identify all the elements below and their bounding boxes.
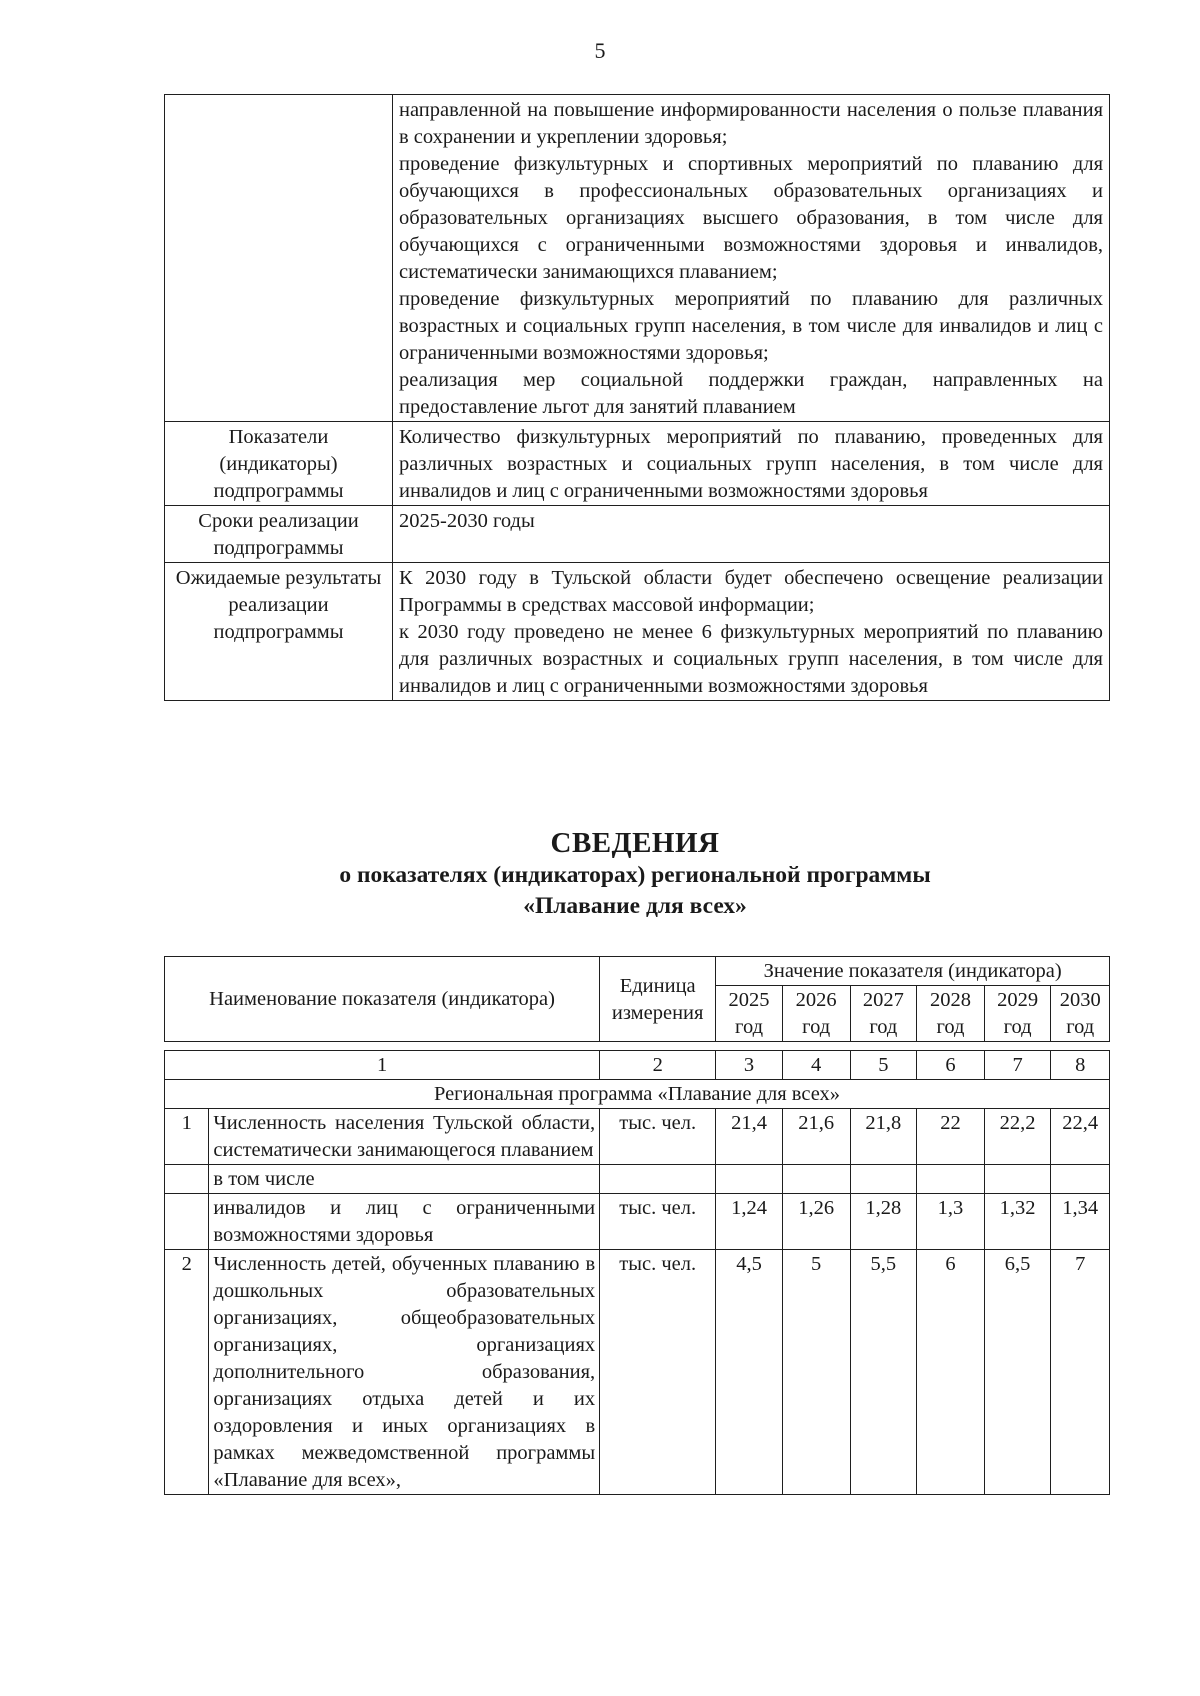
header-year: 2026 год [782, 986, 850, 1042]
column-number: 2 [600, 1051, 716, 1080]
header-indicator-name: Наименование показателя (индикатора) [165, 957, 600, 1042]
column-number: 3 [716, 1051, 783, 1080]
passport-task-line: проведение физкультурных мероприятий по плаванию для различных возрастных и социальных групп населения, в том числе для инвалидов и лиц с ограниченными возможностями здоровья; [399, 288, 1103, 364]
row-value [1051, 1165, 1110, 1194]
passport-indicators-text: Количество физкультурных мероприятий по плаванию, проведенных для различных возрастных и социальных групп населения, в том числе для инвалидов и лиц с ограниченными возможностями здоровья [399, 426, 1103, 502]
header-year: 2025 год [716, 986, 783, 1042]
header-year: 2030 год [1051, 986, 1110, 1042]
row-number [165, 1165, 209, 1194]
row-number [165, 1194, 209, 1250]
column-number: 7 [984, 1051, 1051, 1080]
row-value: 21,6 [782, 1109, 850, 1165]
row-indicator-name: инвалидов и лиц с ограниченными возможностями здоровья [209, 1194, 600, 1250]
column-number: 4 [782, 1051, 850, 1080]
row-value: 1,28 [850, 1194, 917, 1250]
section-title-line2: о показателях (индикаторах) региональной программы [339, 862, 931, 888]
row-value: 1,32 [984, 1194, 1051, 1250]
section-title-main: СВЕДЕНИЯ [550, 827, 720, 859]
passport-results-label: Ожидаемые результаты реализации подпрограммы [165, 563, 393, 701]
section-title-line3: «Плавание для всех» [523, 893, 747, 919]
passport-terms-row [165, 506, 1110, 563]
table-header-row [165, 957, 1110, 986]
program-section-title: Региональная программа «Плавание для всех» [165, 1080, 1110, 1109]
passport-terms-value: 2025-2030 годы [393, 506, 1110, 563]
header-year: 2027 год [850, 986, 917, 1042]
row-value [782, 1165, 850, 1194]
passport-terms-label: Сроки реализации подпрограммы [165, 506, 393, 563]
header-values-group: Значение показателя (индикатора) [716, 957, 1110, 986]
row-unit [600, 1165, 716, 1194]
row-value [984, 1165, 1051, 1194]
column-number: 6 [917, 1051, 985, 1080]
page-number: 5 [594, 38, 606, 63]
passport-continuation-row [165, 95, 1110, 422]
subprogram-passport-table [164, 94, 1110, 701]
header-year: 2029 год [984, 986, 1051, 1042]
indicators-table [164, 956, 1110, 1495]
table-row [165, 1165, 1110, 1194]
row-unit: тыс. чел. [600, 1109, 716, 1165]
passport-result-line: К 2030 году в Тульской области будет обеспечено освещение реализации Программы в средствах массовой информации; [399, 567, 1103, 616]
row-value: 1,3 [917, 1194, 985, 1250]
row-value: 21,8 [850, 1109, 917, 1165]
row-value: 1,24 [716, 1194, 783, 1250]
row-unit: тыс. чел. [600, 1250, 716, 1495]
row-indicator-name: Численность населения Тульской области, систематически занимающегося плаванием [209, 1109, 600, 1165]
section-title-block [0, 826, 1200, 922]
table-row [165, 1194, 1110, 1250]
row-value: 4,5 [716, 1250, 783, 1495]
row-indicator-name: Численность детей, обученных плаванию в дошкольных образовательных организациях, общеобразовательных организациях, организациях дополнительного образования, организациях отдыха детей и их оздоровления и иных организациях в рамках межведомственной программы «Плавание для всех», [209, 1250, 600, 1495]
row-value: 5 [782, 1250, 850, 1495]
row-value: 22 [917, 1109, 985, 1165]
row-number: 2 [165, 1250, 209, 1495]
row-value: 1,26 [782, 1194, 850, 1250]
row-value: 7 [1051, 1250, 1110, 1495]
passport-indicators-row [165, 422, 1110, 506]
column-numbers-row [165, 1051, 1110, 1080]
passport-results-row [165, 563, 1110, 701]
passport-task-line: направленной на повышение информированности населения о пользе плавания в сохранении и укреплении здоровья; [399, 99, 1103, 148]
passport-result-line: к 2030 году проведено не менее 6 физкультурных мероприятий по плаванию для различных возрастных и социальных групп населения, в том числе для инвалидов и лиц с ограниченными возможностями здоровья [399, 621, 1103, 697]
table-header-gap [165, 1042, 1110, 1051]
passport-empty-label-cell [165, 95, 393, 422]
column-number: 1 [165, 1051, 600, 1080]
row-unit: тыс. чел. [600, 1194, 716, 1250]
passport-task-line: реализация мер социальной поддержки граждан, направленных на предоставление льгот для занятий плаванием [399, 369, 1103, 418]
header-unit: Единица измерения [600, 957, 716, 1042]
row-value [850, 1165, 917, 1194]
row-value: 22,2 [984, 1109, 1051, 1165]
row-number: 1 [165, 1109, 209, 1165]
row-value: 6 [917, 1250, 985, 1495]
row-indicator-name: в том числе [209, 1165, 600, 1194]
row-value: 22,4 [1051, 1109, 1110, 1165]
header-year: 2028 год [917, 986, 985, 1042]
passport-continuation-cell [393, 95, 1110, 422]
row-value: 21,4 [716, 1109, 783, 1165]
table-row [165, 1109, 1110, 1165]
table-row [165, 1250, 1110, 1495]
column-number: 8 [1051, 1051, 1110, 1080]
column-number: 5 [850, 1051, 917, 1080]
row-value [917, 1165, 985, 1194]
passport-indicators-label: Показатели (индикаторы) подпрограммы [165, 422, 393, 506]
section-title-row [165, 1080, 1110, 1109]
row-value: 1,34 [1051, 1194, 1110, 1250]
row-value [716, 1165, 783, 1194]
row-value: 6,5 [984, 1250, 1051, 1495]
passport-results-value [393, 563, 1110, 701]
passport-indicators-value [393, 422, 1110, 506]
row-value: 5,5 [850, 1250, 917, 1495]
passport-task-line: проведение физкультурных и спортивных мероприятий по плаванию для обучающихся в профессиональных образовательных организациях и образовательных организациях высшего образования, в том числе для обучающихся с ограниченными возможностями здоровья и инвалидов, систематически занимающихся плаванием; [399, 153, 1103, 283]
